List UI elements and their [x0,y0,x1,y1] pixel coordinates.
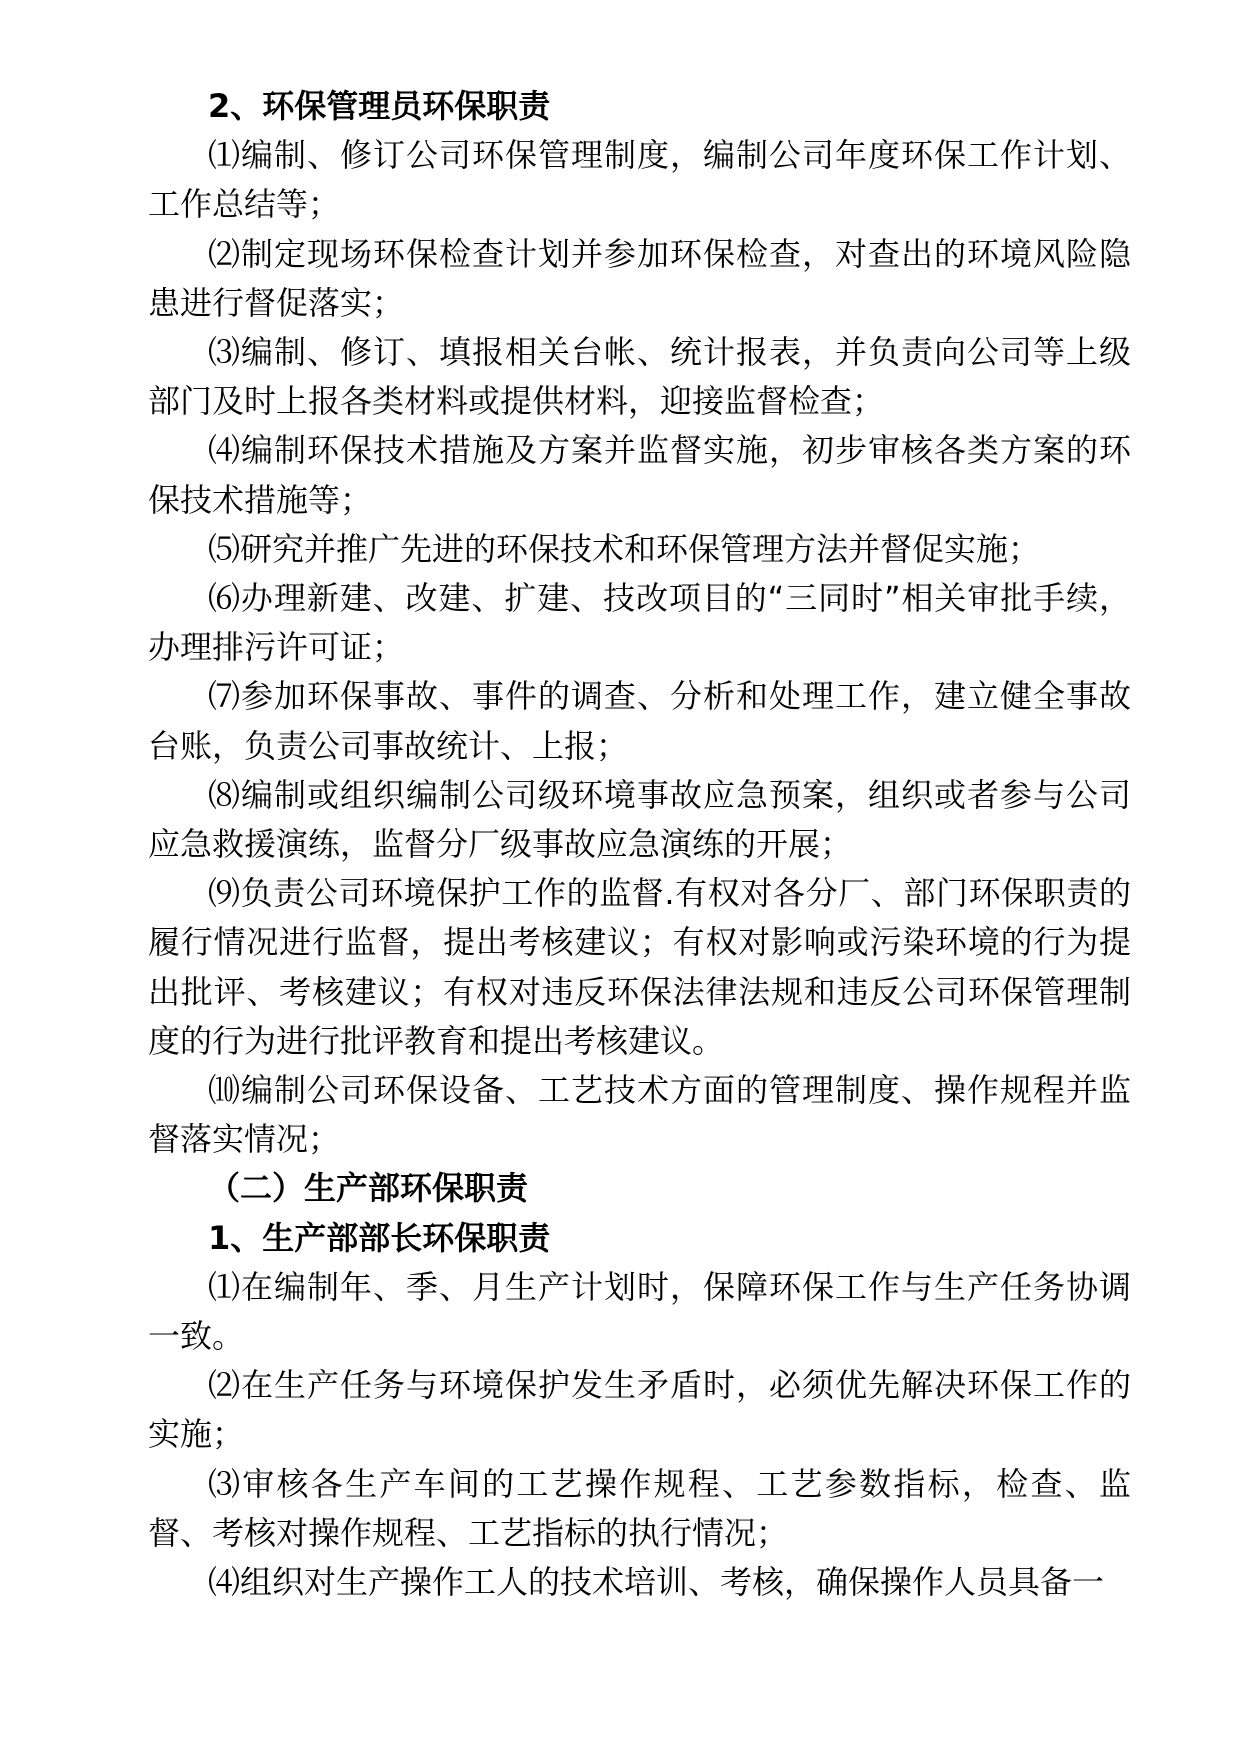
list-item: ⑶审核各生产车间的工艺操作规程、工艺参数指标，检查、监督、考核对操作规程、工艺指标的执行情况； [148,1464,1131,1552]
list-item: ⑸研究并推广先进的环保技术和环保管理方法并督促实施； [208,529,1041,568]
list-item: ⑷组织对生产操作工人的技术培训、考核，确保操作人员具备一 [208,1563,1105,1602]
list-item: ⑷编制环保技术措施及方案并监督实施，初步审核各类方案的环保技术措施等； [148,431,1131,519]
list-item: ⑻编制或组织编制公司级环境事故应急预案，组织或者参与公司应急救援演练，监督分厂级事故应急演练的开展； [148,775,1131,864]
list-item: ⑴在编制年、季、月生产计划时，保障环保工作与生产任务协调一致。 [148,1267,1131,1356]
list-item: ⑶编制、修订、填报相关台帐、统计报表，并负责向公司等上级部门及时上报各类材料或提供材料，迎接监督检查； [148,333,1131,421]
heading-production-head-duties: 1、生产部部长环保职责 [208,1218,551,1257]
heading-env-admin-duties: 2、环保管理员环保职责 [208,87,551,125]
list-item: ⑹办理新建、改建、扩建、技改项目的“三同时”相关审批手续，办理排污许可证； [148,579,1131,667]
list-item: ⑵在生产任务与环境保护发生矛盾时，必须优先解决环保工作的实施； [148,1366,1131,1454]
list-item: ⑼负责公司环境保护工作的监督.有权对各分厂、部门环保职责的履行情况进行监督，提出考核建议；有权对影响或污染环境的行为提出批评、考核建议；有权对违反环保法律法规和违反公司环保管理制度的行为进行批评教育和提出考核建议。 [148,874,1131,1060]
list-item: ⑺参加环保事故、事件的调查、分析和处理工作，建立健全事故台账，负责公司事故统计、上报； [148,677,1131,765]
list-item: ⑴编制、修订公司环保管理制度，编制公司年度环保工作计划、工作总结等； [148,136,1131,224]
list-item: ⑽编制公司环保设备、工艺技术方面的管理制度、操作规程并监督落实情况； [148,1071,1131,1159]
section-heading-production-dept: （二）生产部环保职责 [208,1169,529,1208]
list-item: ⑵制定现场环保检查计划并参加环保检查，对查出的环境风险隐患进行督促落实； [148,234,1131,322]
